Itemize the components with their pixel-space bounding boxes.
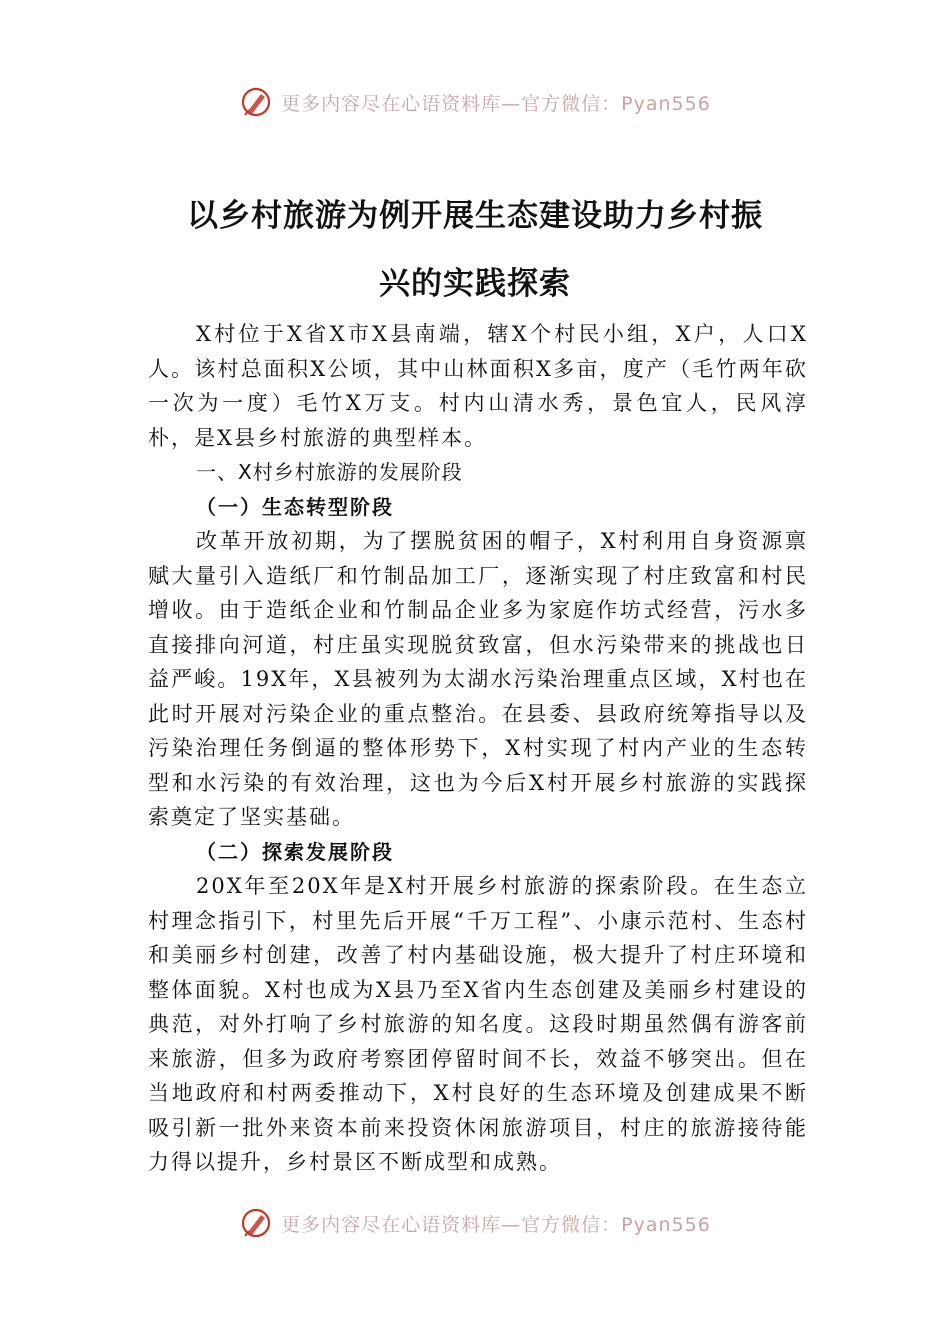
intro-paragraph: X村位于X省X市X县南端，辖X个村民小组，X户，人口X人。该村总面积X公顷，其中山林面积X多亩，度产（毛竹两年砍一次为一度）毛竹X万支。村内山清水秀，景色宜人，民风淳朴，是X县乡村旅游的典型样本。 [148, 322, 808, 450]
watermark-text: 更多内容尽在心语资料库—官方微信：Pyan556 [281, 1213, 711, 1236]
subsection-2-paragraph: 20X年至20X年是X村开展乡村旅游的探索阶段。在生态立村理念指引下，村里先后开展“千万工程”、小康示范村、生态村和美丽乡村创建，改善了村内基础设施，极大提升了村庄环境和整体面貌。X村也成为X县乃至X省内生态创建及美丽乡村建设的典范，对外打响了乡村旅游的知名度。这段时期虽然偶有游客前来旅游，但多为政府考察团停留时间不长，效益不够突出。但在当地政府和村两委推动下，X村良好的生态环境及创建成果不断吸引新一批外来资本前来投资休闲旅游项目，村庄的旅游接待能力得以提升，乡村景区不断成型和成熟。 [148, 874, 808, 1174]
document-title-line-2: 兴的实践探索 [379, 266, 571, 302]
header-watermark [0, 82, 950, 122]
footer-watermark [0, 1203, 950, 1243]
pen-nib-logo-icon [239, 85, 273, 119]
document-title-line-1: 以乡村旅游为例开展生态建设助力乡村振 [187, 198, 763, 234]
document-body [148, 317, 808, 1180]
subsection-heading-1: （一）生态转型阶段 [196, 494, 394, 519]
watermark-text: 更多内容尽在心语资料库—官方微信：Pyan556 [281, 92, 711, 115]
subsection-heading-2: （二）探索发展阶段 [196, 839, 394, 864]
pen-nib-logo-icon [239, 1206, 273, 1240]
section-heading-1: 一、X村乡村旅游的发展阶段 [196, 460, 463, 484]
subsection-1-paragraph: 改革开放初期，为了摆脱贫困的帽子，X村利用自身资源禀赋大量引入造纸厂和竹制品加工厂，逐渐实现了村庄致富和村民增收。由于造纸企业和竹制品企业多为家庭作坊式经营，污水多直接排向河道，村庄虽实现脱贫致富，但水污染带来的挑战也日益严峻。19X年，X县被列为太湖水污染治理重点区域，X村也在此时开展对污染企业的重点整治。在县委、县政府统筹指导以及污染治理任务倒逼的整体形势下，X村实现了村内产业的生态转型和水污染的有效治理，这也为今后X村开展乡村旅游的实践探索奠定了坚实基础。 [148, 529, 808, 829]
